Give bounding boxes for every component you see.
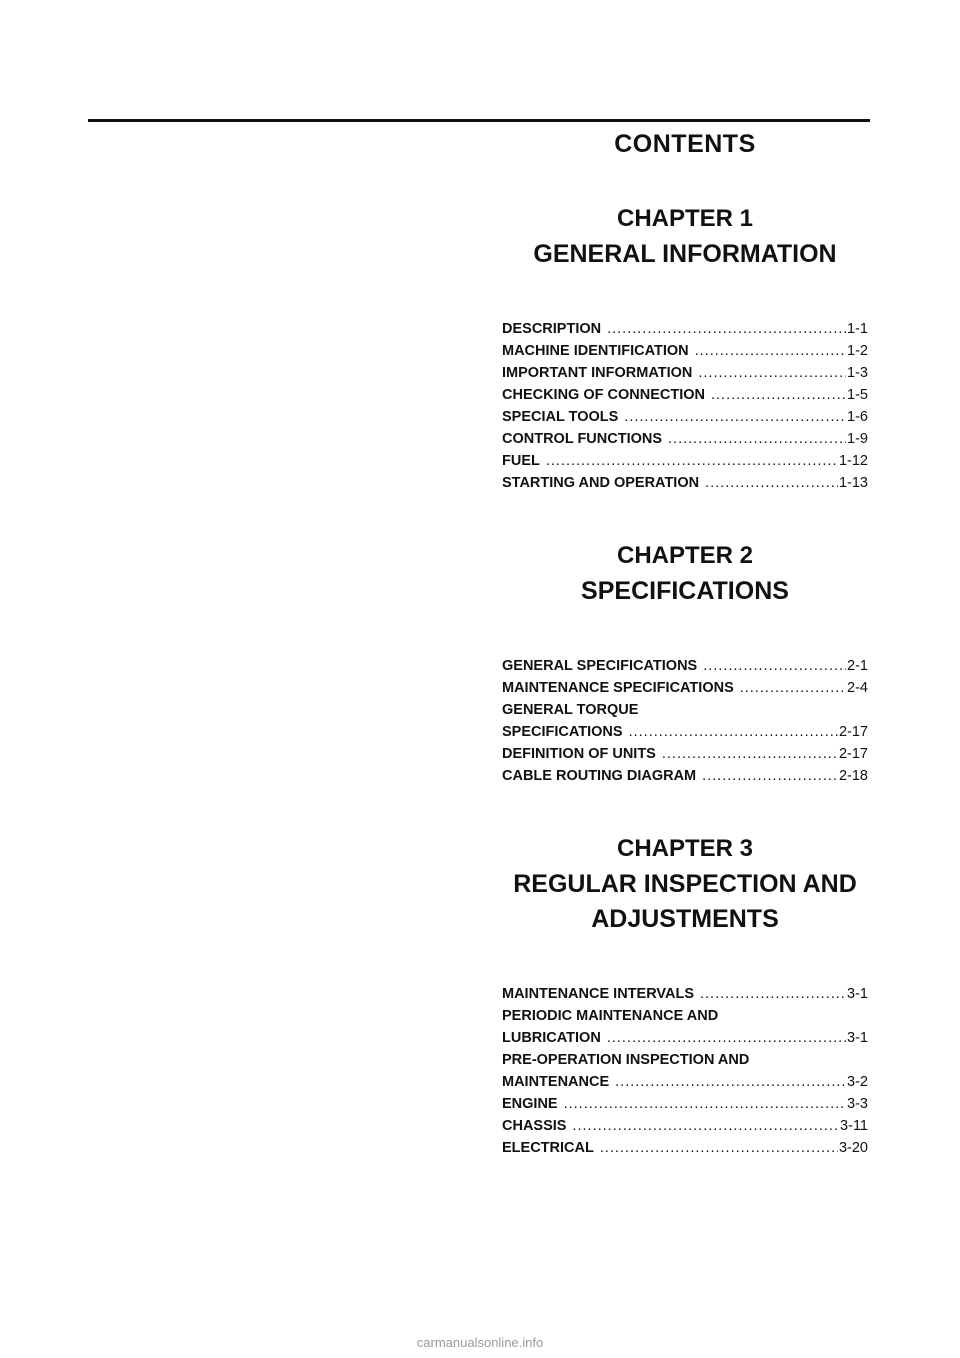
toc-leader: [702, 765, 838, 787]
toc-entry[interactable]: [502, 428, 868, 450]
toc-leader: [711, 384, 846, 406]
toc-entry-page: 3-1: [847, 986, 868, 1002]
chapter-2-title: SPECIFICATIONS: [581, 577, 789, 605]
toc-entry-page: 2-17: [838, 746, 868, 762]
toc-entry-label-line[interactable]: PRE-OPERATION INSPECTION AND: [502, 1052, 750, 1068]
toc-entry-label-line[interactable]: PERIODIC MAINTENANCE AND: [502, 1008, 719, 1024]
toc-leader: [564, 1093, 846, 1115]
toc-entry-page: 1-12: [838, 453, 868, 469]
toc-leader: [624, 406, 846, 428]
toc-entry-page: 3-3: [847, 1096, 868, 1112]
toc-entry-label: MAINTENANCE SPECIFICATIONS: [502, 680, 734, 696]
toc-entry-page: 3-1: [847, 1030, 868, 1046]
toc-entry-label: FUEL: [502, 453, 540, 469]
toc-entry[interactable]: [502, 1071, 868, 1093]
contents-title: CONTENTS: [614, 130, 756, 158]
toc-leader: [695, 340, 846, 362]
toc-entry-label: CABLE ROUTING DIAGRAM: [502, 768, 697, 784]
toc-entry-label: MAINTENANCE: [502, 1074, 610, 1090]
toc-entry-label: ENGINE: [502, 1096, 558, 1112]
toc-entry[interactable]: [502, 721, 868, 743]
toc-entry[interactable]: [502, 677, 868, 699]
chapter-1-title: GENERAL INFORMATION: [533, 240, 837, 268]
toc-entry[interactable]: [502, 743, 868, 765]
chapter-3-title-line-2: ADJUSTMENTS: [591, 905, 779, 933]
toc-entry-label: CHASSIS: [502, 1118, 567, 1134]
toc-entry[interactable]: [502, 765, 868, 787]
chapter-1-label: CHAPTER 1: [616, 205, 754, 232]
toc-entry-label: CONTROL FUNCTIONS: [502, 431, 663, 447]
toc-entry[interactable]: [502, 655, 868, 677]
footer-watermark: carmanualsonline.info: [416, 1335, 544, 1350]
toc-entry-label: LUBRICATION: [502, 1030, 601, 1046]
toc-leader: [629, 721, 838, 743]
toc-leader: [703, 655, 846, 677]
toc-entry-label-line[interactable]: GENERAL TORQUE: [502, 702, 639, 718]
toc-entry-label: STARTING AND OPERATION: [502, 475, 700, 491]
toc-entry-page: 1-6: [847, 409, 868, 425]
toc-leader: [662, 743, 838, 765]
toc-leader: [607, 318, 846, 340]
toc-entry-label: IMPORTANT INFORMATION: [502, 365, 693, 381]
toc-entry-label: MACHINE IDENTIFICATION: [502, 343, 689, 359]
toc-entry[interactable]: [502, 450, 868, 472]
toc-entry-label: GENERAL SPECIFICATIONS: [502, 658, 698, 674]
toc-entry-page: 1-9: [847, 431, 868, 447]
toc-entry[interactable]: [502, 1027, 868, 1049]
chapter-2-section: [502, 538, 868, 787]
toc-entry-label: DEFINITION OF UNITS: [502, 746, 656, 762]
toc-entry[interactable]: [502, 472, 868, 494]
toc-leader: [607, 1027, 846, 1049]
toc-entry-page: 1-5: [847, 387, 868, 403]
toc-entry-label: ELECTRICAL: [502, 1140, 594, 1156]
toc-entry-page: 2-17: [838, 724, 868, 740]
toc-entry-page: 3-20: [838, 1140, 868, 1156]
toc-entry-label: MAINTENANCE INTERVALS: [502, 986, 694, 1002]
toc-entry[interactable]: [502, 1093, 868, 1115]
chapter-2-toc: [502, 655, 868, 787]
toc-leader: [572, 1115, 839, 1137]
toc-leader: [668, 428, 846, 450]
toc-entry-page: 3-2: [847, 1074, 868, 1090]
toc-entry-label: SPECIFICATIONS: [502, 724, 623, 740]
toc-leader: [700, 983, 846, 1005]
chapter-3-label: CHAPTER 3: [616, 835, 754, 862]
toc-leader: [740, 677, 846, 699]
toc-entry-page: 3-11: [840, 1118, 868, 1134]
toc-entry-page: 1-13: [838, 475, 868, 491]
chapter-3-section: [502, 831, 868, 1159]
toc-entry[interactable]: [502, 983, 868, 1005]
toc-entry[interactable]: [502, 384, 868, 406]
toc-entry-page: 1-2: [847, 343, 868, 359]
toc-entry[interactable]: [502, 362, 868, 384]
toc-entry[interactable]: [502, 318, 868, 340]
toc-leader: [615, 1071, 846, 1093]
toc-entry[interactable]: [502, 340, 868, 362]
toc-entry-label: DESCRIPTION: [502, 321, 602, 337]
toc-entry[interactable]: [502, 1115, 868, 1137]
toc-entry-page: 1-1: [847, 321, 868, 337]
chapter-2-label: CHAPTER 2: [616, 542, 754, 569]
toc-leader: [546, 450, 838, 472]
toc-leader: [600, 1137, 838, 1159]
toc-entry[interactable]: [502, 1137, 868, 1159]
toc-entry[interactable]: [502, 406, 868, 428]
chapter-3-title-line-1: REGULAR INSPECTION AND: [513, 870, 857, 898]
toc-leader: [698, 362, 846, 384]
toc-leader: [705, 472, 838, 494]
toc-entry-page: 2-18: [838, 768, 868, 784]
chapter-1-toc: [502, 318, 868, 494]
chapter-1-section: [502, 201, 868, 494]
toc-entry-page: 2-1: [847, 658, 868, 674]
toc-entry-page: 2-4: [847, 680, 868, 696]
toc-entry-label: SPECIAL TOOLS: [502, 409, 619, 425]
contents-column: [502, 122, 868, 1159]
chapter-3-toc: [502, 983, 868, 1159]
toc-entry-page: 1-3: [847, 365, 868, 381]
toc-entry-label: CHECKING OF CONNECTION: [502, 387, 705, 403]
